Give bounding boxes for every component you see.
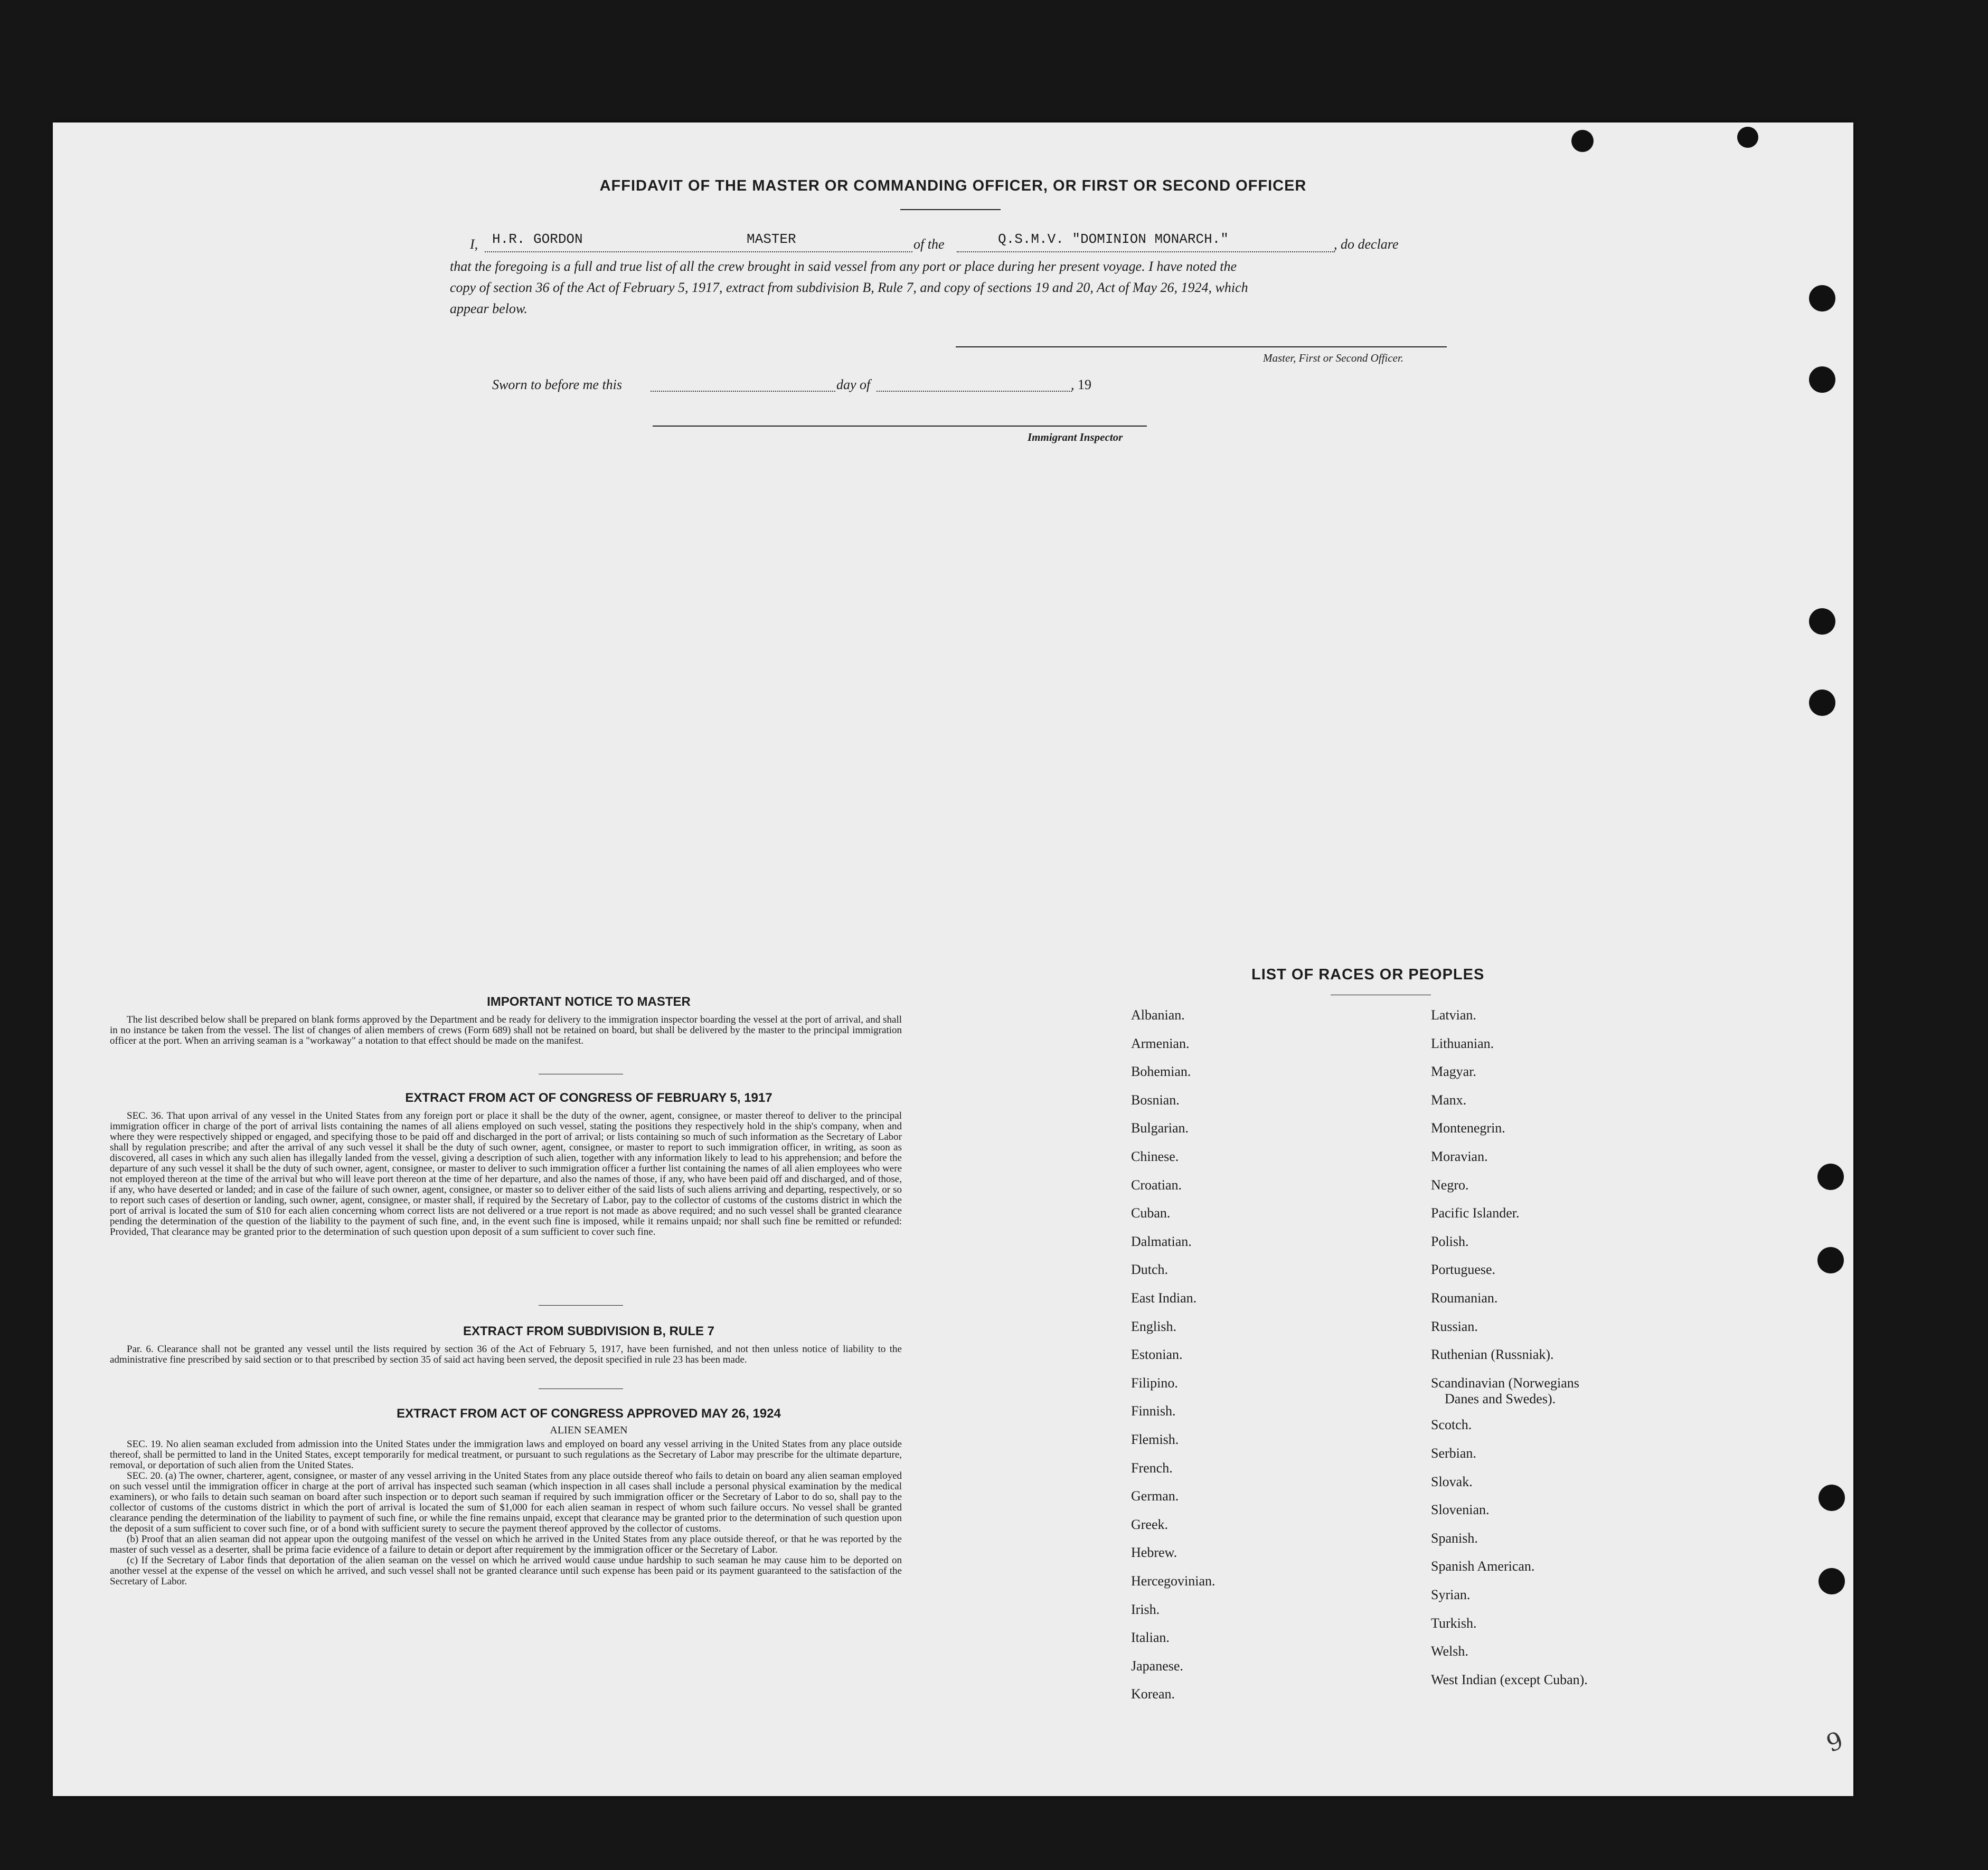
race-item: Slovak.: [1431, 1474, 1473, 1489]
document-page: [53, 122, 1853, 1796]
race-item: Ruthenian (Russniak).: [1431, 1347, 1554, 1363]
punch-hole: [1571, 130, 1594, 152]
notice-body: [110, 1015, 902, 1046]
race-item: Finnish.: [1131, 1403, 1176, 1419]
inspector-label: Immigrant Inspector: [1028, 431, 1123, 443]
race-item: Moravian.: [1431, 1149, 1488, 1164]
race-item: West Indian (except Cuban).: [1431, 1671, 1588, 1687]
races-title: LIST OF RACES OR PEOPLES: [1251, 966, 1485, 983]
race-item: Irish.: [1131, 1601, 1160, 1617]
affidavit-i: I,: [470, 237, 478, 252]
race-item: Scotch.: [1431, 1417, 1472, 1433]
race-item: Serbian.: [1431, 1446, 1476, 1461]
race-item: Cuban.: [1131, 1205, 1171, 1221]
extract-1924-title: EXTRACT FROM ACT OF CONGRESS APPROVED MAY 26, 1924: [397, 1406, 781, 1421]
race-item: Portuguese.: [1431, 1262, 1496, 1278]
race-item: Hebrew.: [1131, 1545, 1177, 1561]
day-of-label: day of: [836, 377, 871, 392]
notice-text: The list described below shall be prepared on blank forms approved by the Department and be ready for delivery to the immigration inspector boarding the vessel at the port of arrival, and shall in no instance be taken from the vessel. The list of changes of alien members of crews (Form 689) shall not be retained on board, but shall be delivered by the master to the principal immigration officer at the port. When an arriving seaman is a "workaway" a notation to that effect should be made on the manifest.: [110, 1014, 902, 1046]
race-item: Dalmatian.: [1131, 1233, 1192, 1249]
race-item: Magyar.: [1431, 1064, 1476, 1080]
affidavit-title: AFFIDAVIT OF THE MASTER OR COMMANDING OFFICER, OR FIRST OR SECOND OFFICER: [599, 177, 1307, 194]
title-underline: [900, 209, 1001, 210]
sec20a-text: SEC. 20. (a) The owner, charterer, agent, consignee, or master of any vessel arriving in the United States from any place outside thereof who fails to detain on board any alien seaman employed on such vessel until the immigration officer in charge at the port of arrival has inspected such seaman (which inspection in all cases shall include a personal physical examination by the medical examiners), or who fails to detain such seaman on board after such inspection or to deport such seaman if required by such immigration officer or the Secretary of Labor to do so, shall pay to the collector of customs of the customs district in which the port of arrival is located the sum of $1,000 for each alien seaman in respect of whom such failure occurs. No vessel shall be granted clearance pending the determination of the liability to payment of such fine, or while the fine remains unpaid, except that clearance may be granted prior to the determination of such question upon the deposit of a sum sufficient to cover such fine, or of a bond with sufficient surety to secure the payment thereof approved by the collector of customs.: [110, 1470, 902, 1534]
master-signature-line: [956, 346, 1447, 347]
affidavit-line4: appear below.: [450, 301, 527, 316]
punch-hole: [1809, 366, 1835, 393]
race-item: Russian.: [1431, 1318, 1478, 1334]
of-the-label: of the: [913, 237, 945, 252]
vessel-name: Q.S.M.V. "DOMINION MONARCH.": [998, 231, 1229, 247]
race-item: Italian.: [1131, 1630, 1170, 1646]
master-rank: MASTER: [747, 231, 796, 247]
race-item: French.: [1131, 1460, 1173, 1476]
race-item: Armenian.: [1131, 1035, 1190, 1051]
race-item: East Indian.: [1131, 1290, 1197, 1306]
punch-hole: [1809, 285, 1835, 311]
race-item: Croatian.: [1131, 1177, 1182, 1193]
race-item: Danes and Swedes).: [1445, 1391, 1556, 1406]
race-item: Latvian.: [1431, 1007, 1476, 1023]
inspector-signature-line: [653, 426, 1147, 427]
race-item: Turkish.: [1431, 1615, 1477, 1631]
vessel-line: [957, 251, 1335, 252]
sworn-label: Sworn to before me this: [492, 377, 623, 392]
race-item: Korean.: [1131, 1686, 1175, 1702]
race-item: Scandinavian (Norwegians: [1431, 1375, 1579, 1391]
race-item: Polish.: [1431, 1233, 1469, 1249]
race-item: Dutch.: [1131, 1262, 1169, 1278]
sec20c-text: (c) If the Secretary of Labor finds that deportation of the alien seaman on the vessel on which he arrived would cause undue hardship to such seaman he may cause him to be deported on another vessel at the expense of the vessel on which he arrived, and such vessel shall not be granted clearance until such expense has been paid or its payment guaranteed to the satisfaction of the Secretary of Labor.: [110, 1555, 902, 1587]
race-item: Spanish.: [1431, 1530, 1478, 1546]
name-line: [485, 251, 912, 252]
race-item: Estonian.: [1131, 1347, 1183, 1363]
race-item: Flemish.: [1131, 1432, 1179, 1447]
punch-hole: [1817, 1247, 1844, 1273]
punch-hole: [1817, 1164, 1844, 1190]
race-item: Slovenian.: [1431, 1502, 1490, 1518]
race-item: Greek.: [1131, 1516, 1169, 1532]
race-item: Spanish American.: [1431, 1559, 1535, 1574]
punch-hole: [1809, 608, 1835, 635]
punch-hole: [1809, 690, 1835, 716]
race-item: Lithuanian.: [1431, 1035, 1494, 1051]
rule7-title: EXTRACT FROM SUBDIVISION B, RULE 7: [463, 1324, 715, 1338]
race-item: German.: [1131, 1488, 1179, 1504]
race-item: Negro.: [1431, 1177, 1469, 1193]
page-number-mark: 9: [1822, 1725, 1847, 1758]
master-signature-label: Master, First or Second Officer.: [1263, 352, 1403, 364]
race-item: Bosnian.: [1131, 1092, 1180, 1108]
race-item: English.: [1131, 1318, 1176, 1334]
sec19-text: SEC. 19. No alien seaman excluded from admission into the United States under the immigration laws and employed on board any vessel arriving in the United States from any place outside thereof, shall be permitted to land in the United States, except temporarily for medical treatment, or pursuant to such regulations as the Secretary of Labor may prescribe for the ultimate departure, removal, or deportation of such alien from the United States.: [110, 1439, 902, 1471]
year-label: , 19: [1071, 377, 1091, 392]
extract-1924-body: [110, 1439, 902, 1587]
race-item: Filipino.: [1131, 1375, 1178, 1391]
rule7-body: [110, 1344, 902, 1365]
race-item: Welsh.: [1431, 1644, 1468, 1659]
do-declare-label: , do declare: [1334, 237, 1399, 252]
race-item: Bulgarian.: [1131, 1120, 1189, 1136]
master-name: H.R. GORDON: [492, 231, 583, 247]
race-item: Pacific Islander.: [1431, 1205, 1520, 1221]
affidavit-line2: that the foregoing is a full and true list of all the crew brought in said vessel from any port or place during her present voyage. I have noted the: [450, 259, 1237, 274]
race-item: Syrian.: [1431, 1587, 1471, 1602]
race-item: Chinese.: [1131, 1149, 1179, 1164]
race-item: Montenegrin.: [1431, 1120, 1505, 1136]
race-item: Bohemian.: [1131, 1064, 1191, 1080]
divider: [539, 1305, 623, 1306]
race-item: Manx.: [1431, 1092, 1467, 1108]
sec20b-text: (b) Proof that an alien seaman did not appear upon the outgoing manifest of the vessel on which he arrived in the United States from any place outside thereof, or that he was reported by the master of such vessel as a deserter, shall be prima facie evidence of a failure to detain or deport after requirement by the immigration officer or the Secretary of Labor.: [110, 1534, 902, 1555]
punch-hole: [1819, 1485, 1845, 1511]
par6-text: Par. 6. Clearance shall not be granted any vessel until the lists required by section 36 of the Act of February 5, 1917, have been furnished, and not then unless notice of liability to the administrative fine prescribed by said section or to that prescribed by section 35 of said act having been served, the deposit specified in rule 23 has been made.: [110, 1344, 902, 1365]
extract-1917-body: [110, 1111, 902, 1238]
race-item: Roumanian.: [1431, 1290, 1498, 1306]
sworn-day-line: [651, 391, 835, 392]
punch-hole: [1819, 1568, 1845, 1594]
race-item: Japanese.: [1131, 1658, 1183, 1674]
sec36-text: SEC. 36. That upon arrival of any vessel in the United States from any foreign port or place it shall be the duty of the owner, agent, consignee, or master thereof to deliver to the principal immigration officer in charge of the port of arrival lists containing the names of all aliens employed on such vessel, stating the positions they respectively hold in the ship's company, when and where they were respectively shipped or engaged, and specifying those to be paid off and discharged in the port of arrival; or lists containing so much of such information as the Secretary of Labor shall by regulation prescribe; and after the arrival of any such vessel it shall be the duty of such owner, agent, consignee, or master to report to such immigration officer, in writing, as soon as discovered, all cases in which any such alien has illegally landed from the vessel, giving a description of such alien, together with any information likely to lead to his apprehension; and before the departure of any such vessel it shall be the duty of such owner, agent, consignee, or master to deliver to such immigration officer a further list containing the names of all alien employees who were not employed thereon at the time of the arrival but who will leave port thereon at the time of her departure, and also the names of those, if any, who have been paid off and discharged, and of those, if any, who have deserted or landed; and in case of the failure of such owner, agent, consignee, or master so to deliver either of the said lists of such aliens arriving and departing, respectively, or so to report such cases of desertion or landing, such owner, agent, consignee, or master shall, if required by the Secretary of Labor, pay to the collector of customs of the customs district in which the port of arrival is located the sum of $10 for each alien concerning whom correct lists are not delivered or a true report is not made as above required; and no such vessel shall be granted clearance pending the determination of the question of the liability to the payment of such fine, and, in the event such fine is imposed, while it remains unpaid; nor shall such fine be remitted or refunded: Provided, That clearance may be granted prior to the determination of such question upon deposit of a sum sufficient to cover such fine.: [110, 1110, 902, 1238]
race-item: Albanian.: [1131, 1007, 1185, 1023]
notice-title: IMPORTANT NOTICE TO MASTER: [487, 995, 691, 1009]
affidavit-line3: copy of section 36 of the Act of February 5, 1917, extract from subdivision B, Rule 7, and copy of sections 19 and 20, Act of May 26, 1924, which: [450, 280, 1248, 295]
sworn-month-line: [877, 391, 1072, 392]
race-item: Hercegovinian.: [1131, 1573, 1216, 1589]
extract-1917-title: EXTRACT FROM ACT OF CONGRESS OF FEBRUARY 5, 1917: [405, 1091, 772, 1105]
alien-seamen-subtitle: ALIEN SEAMEN: [550, 1424, 628, 1436]
punch-hole: [1737, 127, 1758, 148]
